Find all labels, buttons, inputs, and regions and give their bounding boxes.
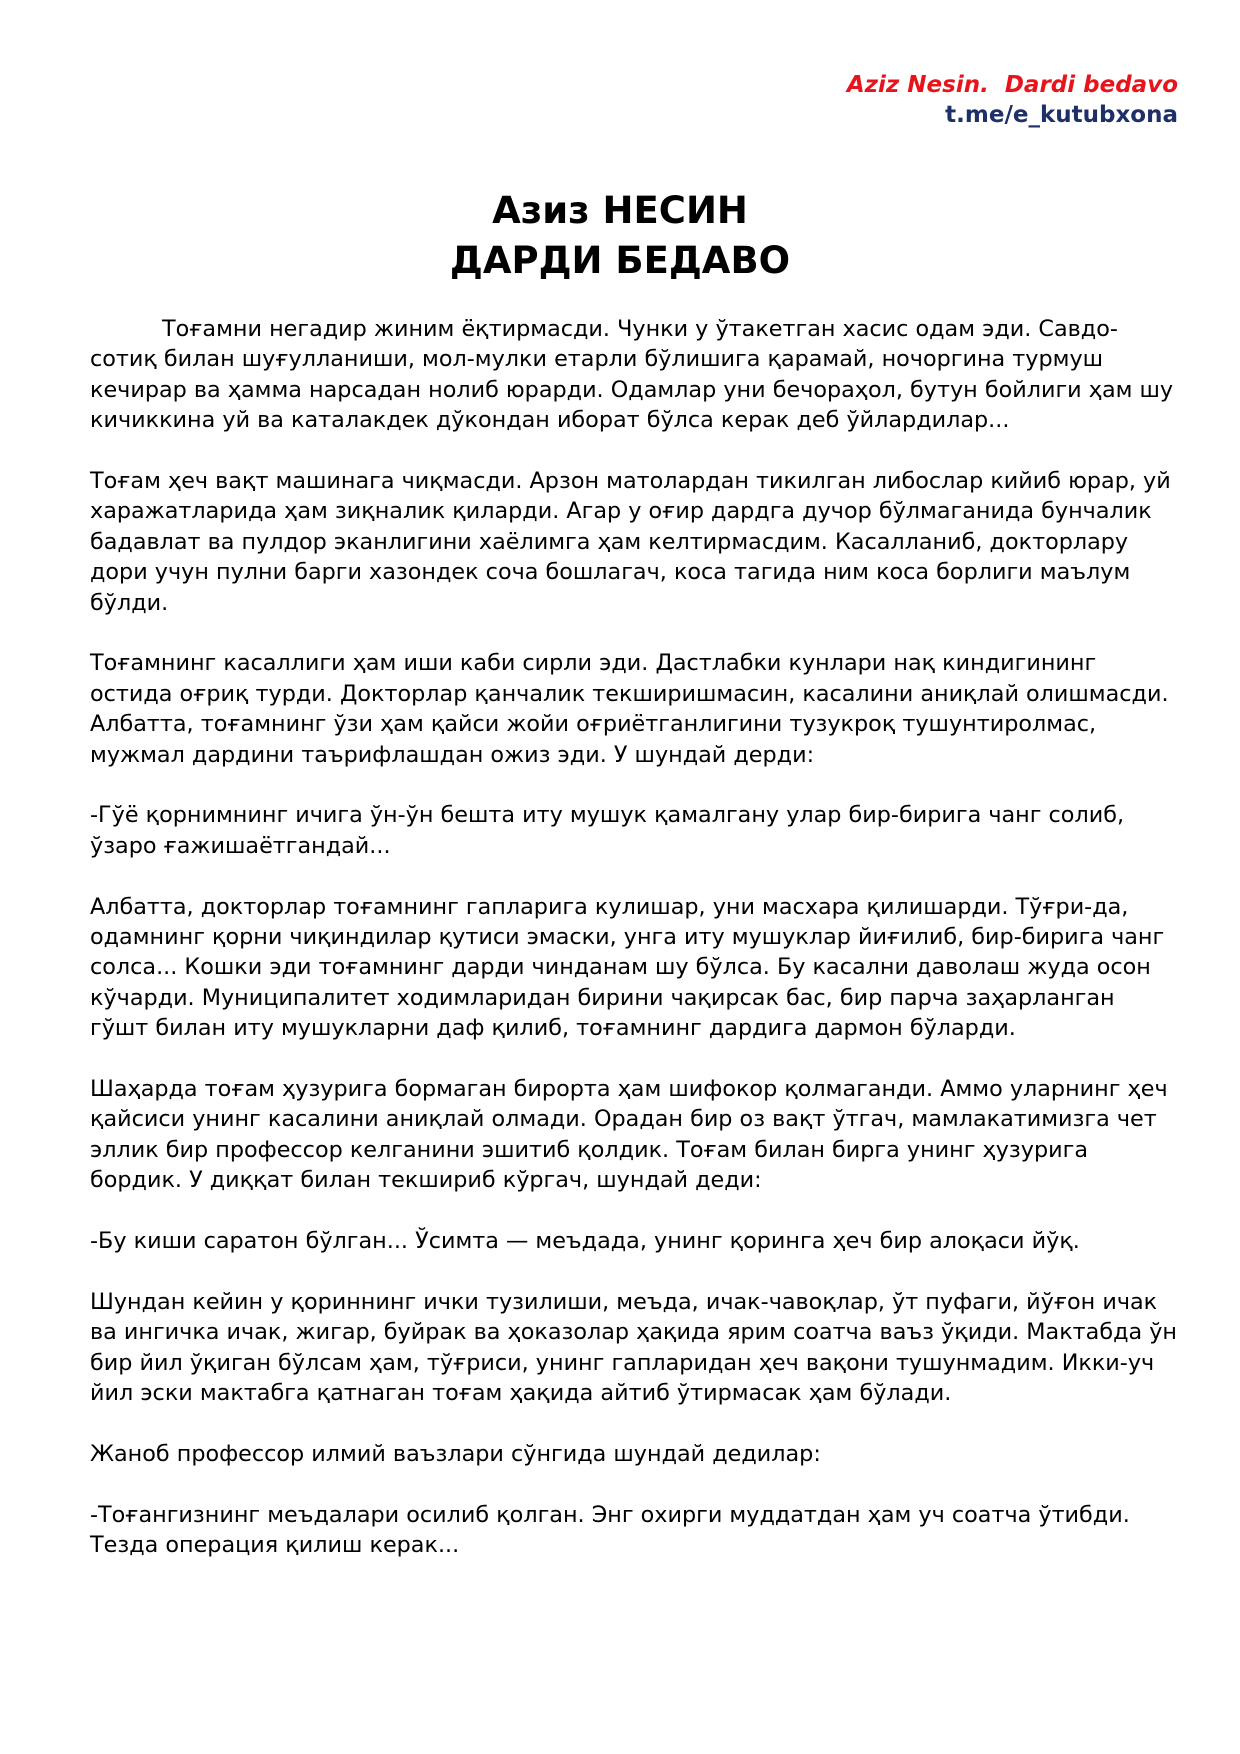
paragraph: Тоғамни негадир жиним ёқтирмасди. Чунки у ўтакетган хасис одам эди. Савдо-сотиқ билан шуғулланиши, мол-мулки етарли бўлишига қарамай, ночоргина турмуш кечирар ва ҳамма нарсадан нолиб юрарди. Одамлар уни бечораҳол, бутун бойлиги ҳам шу кичиккина уй ва каталакдек дўкондан иборат бўлса керак деб ўйлардилар...: [90, 316, 1174, 434]
paragraph: -Бу киши саратон бўлган... Ўсимта — меъдада, унинг қоринга ҳеч бир алоқаси йўқ.: [90, 1228, 1080, 1255]
paragraph: Тоғам ҳеч вақт машинага чиқмасди. Арзон матолардан тикилган либослар кийиб юрар, уй харажатларида ҳам зиқналик қиларди. Агар у оғир дардга дучор бўлмаганида бунчалик бадавлат ва пулдор эканлигини хаёлимга ҳам келтирмасдим. Касалланиб, докторлару дори учун пулни барги хазондек соча бошлагач, коса тагида ним коса борлиги маълум бўлди.: [90, 468, 1171, 616]
document-body: [90, 314, 1180, 1591]
title-story-name: ДАРДИ БЕДАВО: [449, 239, 791, 282]
document-title: [0, 186, 1240, 286]
paragraph: Тоғамнинг касаллиги ҳам иши каби сирли эди. Дастлабки кунлари нақ киндигининг остида оғриқ турди. Докторлар қанчалик текширишмасин, касалини аниқлай олишмасди. Албатта, тоғамнинг ўзи ҳам қайси жойи оғриётганлигини тузукроқ тушунтиролмас, мужмал дардини таърифлашдан ожиз эди. У шундай дерди:: [90, 650, 1169, 768]
paragraph: -Тоғангизнинг меъдалари осилиб қолган. Энг охирги муддатдан ҳам уч соатча ўтибди. Тезда операция қилиш керак...: [90, 1501, 1130, 1559]
paragraph: Жаноб профессор илмий ваъзлари сўнгида шундай дедилар:: [90, 1440, 821, 1467]
paragraph: Албатта, докторлар тоғамнинг гапларига кулишар, уни масхара қилишарди. Тўғри-да, одамнинг қорни чиқиндилар қутиси эмаски, унга иту мушуклар йиғилиб, бир-бирига чанг солса... Кошки эди тоғамнинг дарди чинданам шу бўлса. Бу касални даволаш жуда осон кўчарди. Муниципалитет ходимларидан бирини чақирсак бас, бир парча заҳарланган гўшт билан иту мушукларни даф қилиб, тоғамнинг дардига дармон бўларди.: [90, 893, 1165, 1042]
header-book-title: Aziz Nesin. Dardi bedavo: [846, 72, 1178, 98]
paragraph: -Гўё қорнимнинг ичига ўн-ўн бешта иту мушук қамалгану улар бир-бирига чанг солиб, ўзаро ғажишаётгандай...: [90, 802, 1125, 859]
page-header: [847, 70, 1178, 130]
title-author: Азиз НЕСИН: [492, 189, 748, 232]
header-channel-link[interactable]: t.me/e_kutubxona: [945, 102, 1178, 128]
paragraph: Шаҳарда тоғам ҳузурига бормаган бирорта ҳам шифокор қолмаганди. Аммо уларнинг ҳеч қайсиси унинг касалини аниқлай олмади. Орадан бир оз вақт ўтгач, мамлакатимизга чет эллик бир профессор келганини эшитиб қолдик. Тоғам билан бирга унинг ҳузурига бордик. У диққат билан текшириб кўргач, шундай деди:: [90, 1076, 1168, 1194]
paragraph: Шундан кейин у қориннинг ички тузилиши, меъда, ичак-чавоқлар, ўт пуфаги, йўғон ичак ва ингичка ичак, жигар, буйрак ва ҳоказолар ҳақида ярим соатча ваъз ўқиди. Мактабда ўн бир йил ўқиган бўлсам ҳам, тўғриси, унинг гапларидан ҳеч вақони тушунмадим. Икки-уч йил эски мактабга қатнаган тоғам ҳақида айтиб ўтирмасак ҳам бўлади.: [90, 1288, 1178, 1407]
